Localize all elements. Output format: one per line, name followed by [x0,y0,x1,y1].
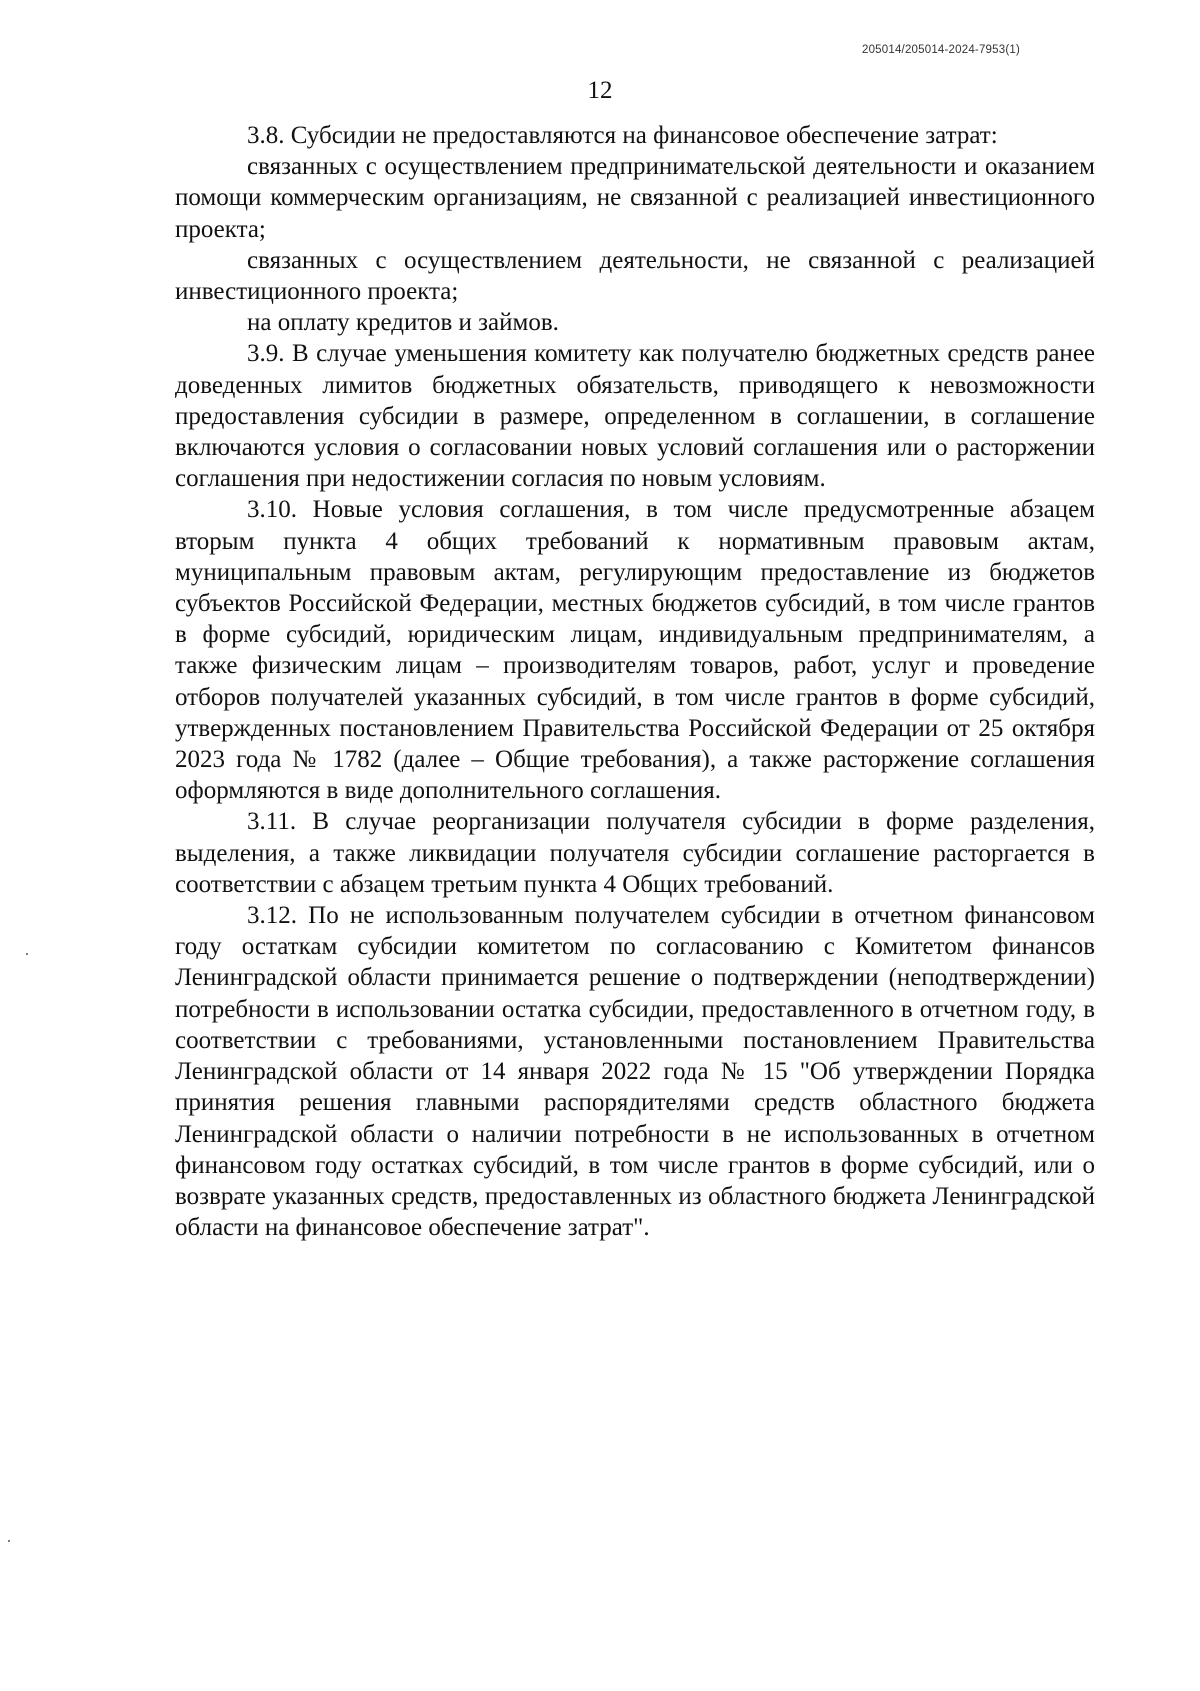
paragraph-3-8: 3.8. Субсидии не предоставляются на финансовое обеспечение затрат: [247,122,998,149]
paragraph-3-11: 3.11. В случае реорганизации получателя субсидии в форме разделения, выделения, а также ликвидации получателя субсидии соглашение расторгается в соответствии с абзацем третьим пункта 4 Общих требований. [175,808,1095,898]
paragraph-3-12: 3.12. По не использованным получателем субсидии в отчетном финансовом году остаткам субсидии комитетом по согласованию с Комитетом финансов Ленинградской области принимается решение о подтверждении (неподтверждении) потребности в использовании остатка субсидии, предоставленного в отчетном году, в соответствии с требованиями, установленными постановлением Правительства Ленинградской области от 14 января 2022 года № 15 "Об утверждении Порядка принятия решения главными распорядителями средств областного бюджета Ленинградской области о наличии потребности в не использованных в отчетном финансовом году остатках субсидий, в том числе грантов в форме субсидий, или о возврате указанных средств, предоставленных из областного бюджета Ленинградской области на финансовое обеспечение затрат". [175,902,1095,1242]
paragraph-3-8-item-1: связанных с осуществлением предпринимательской деятельности и оказанием помощи коммерческим организациям, не связанной с реализацией инвестиционного проекта; [175,153,1095,243]
document-id: 205014/205014-2024-7953(1) [861,44,1020,56]
paragraph-3-8-item-3: на оплату кредитов и займов. [247,309,559,337]
paragraph-3-8-item-2: связанных с осуществлением деятельности, не связанной с реализацией инвестиционного проекта; [175,246,1095,306]
paragraph-3-9: 3.9. В случае уменьшения комитету как получателю бюджетных средств ранее доведенных лимитов бюджетных обязательств, приводящего к невозможности предоставления субсидии в размере, определенном в соглашении, в соглашение включаются условия о согласовании новых условий соглашения или о расторжении соглашения при недостижении согласия по новым условиям. [175,340,1095,493]
scan-speck [26,953,28,955]
document-body [175,120,1095,1243]
paragraph-3-10: 3.10. Новые условия соглашения, в том числе предусмотренные абзацем вторым пункта 4 общих требований к нормативным правовым актам, муниципальным правовым актам, регулирующим предоставление из бюджетов субъектов Российской Федерации, местных бюджетов субсидий, в том числе грантов в форме субсидий, юридическим лицам, индивидуальным предпринимателям, а также физическим лицам – производителям товаров, работ, услуг и проведение отборов получателей указанных субсидий, в том числе грантов в форме субсидий, утвержденных постановлением Правительства Российской Федерации от 25 октября 2023 года № 1782 (далее – Общие требования), а также расторжение соглашения оформляются в виде дополнительного соглашения. [175,496,1095,805]
page-number: 12 [587,77,613,104]
scan-speck [8,1540,10,1542]
